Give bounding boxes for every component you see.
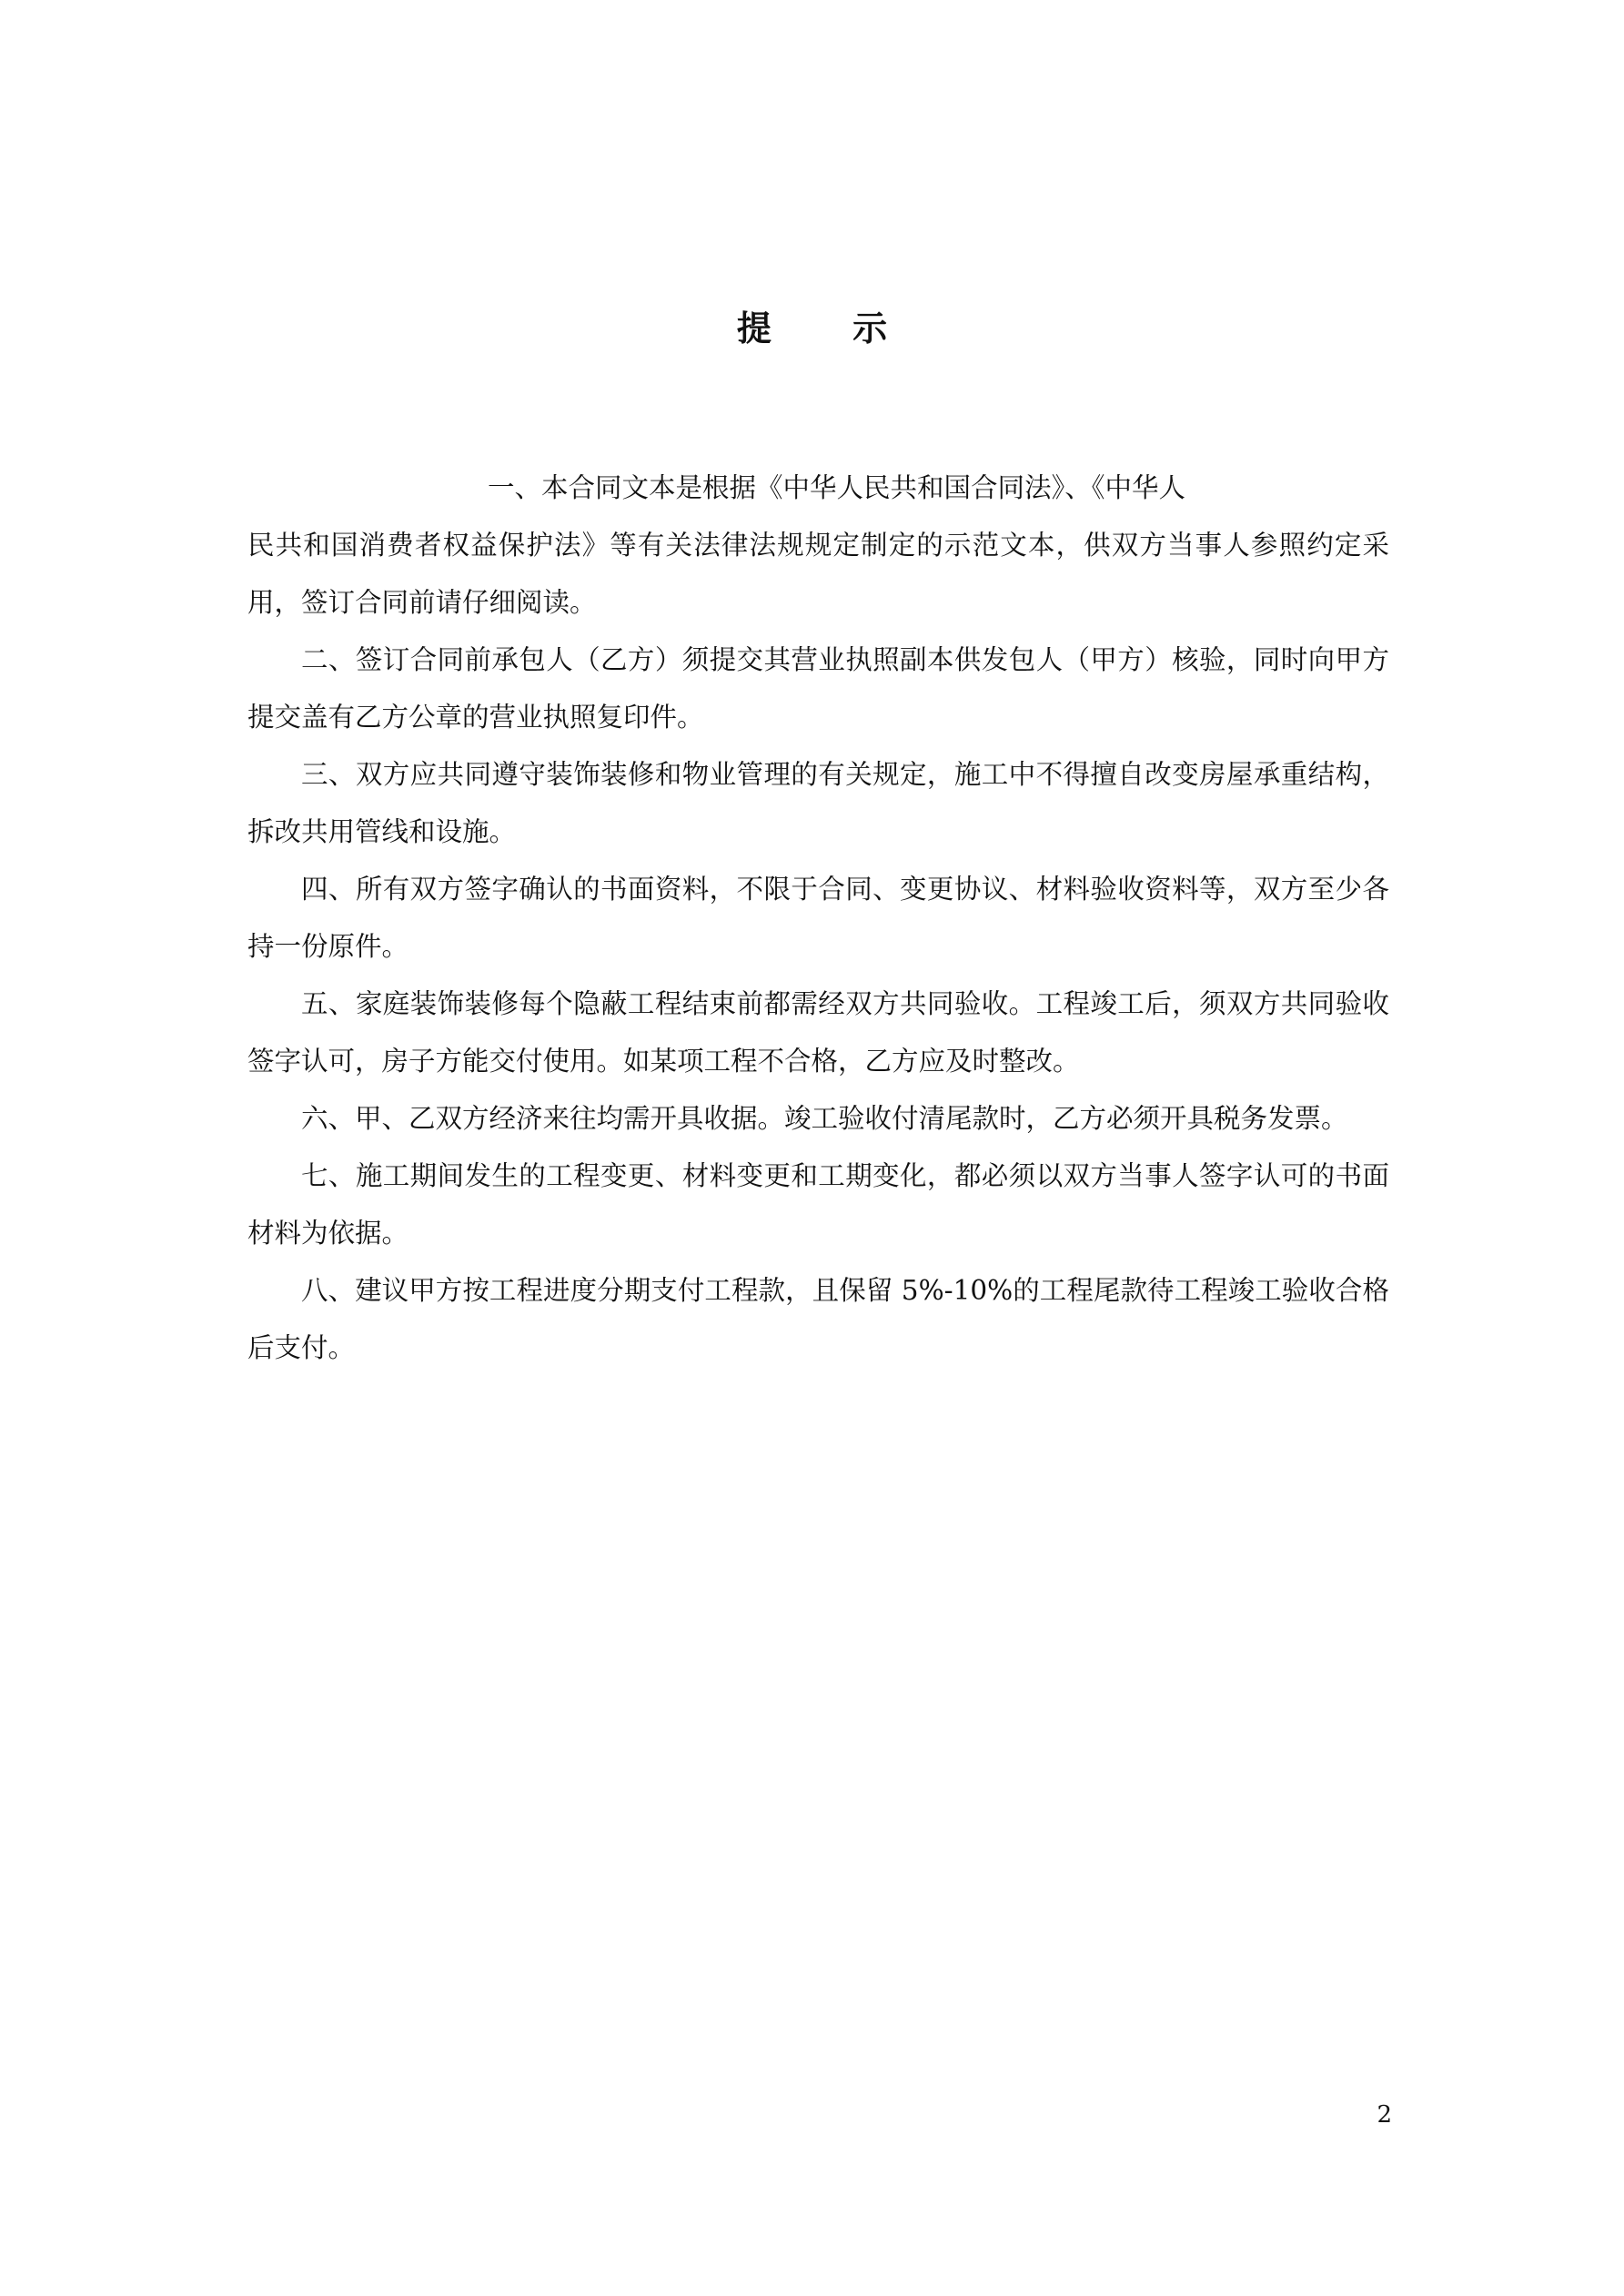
notice-item-6: 六、甲、乙双方经济来往均需开具收据。竣工验收付清尾款时，乙方必须开具税务发票。 <box>301 1103 1348 1134</box>
notice-item-5: 五、家庭装饰装修每个隐蔽工程结束前都需经双方共同验收。工程竣工后，须双方共同验收签字认可，房子方能交付使用。如某项工程不合格，乙方应及时整改。 <box>247 988 1389 1077</box>
notice-item-3: 三、双方应共同遵守装饰装修和物业管理的有关规定，施工中不得擅自改变房屋承重结构，拆改共用管线和设施。 <box>247 759 1389 847</box>
notice-item-1-first-line: 一、本合同文本是根据《中华人民共和国合同法》、《中华人 <box>487 472 1185 503</box>
notice-item-1-rest: 民共和国消费者权益保护法》等有关法律法规规定制定的示范文本，供双方当事人参照约定采用，签订合同前请仔细阅读。 <box>247 530 1389 618</box>
notice-body <box>247 460 1389 1377</box>
notice-item-8: 八、建议甲方按工程进度分期支付工程款，且保留 5%-10%的工程尾款待工程竣工验收合格后支付。 <box>247 1275 1389 1363</box>
page-number: 2 <box>1377 2101 1392 2129</box>
notice-item-7: 七、施工期间发生的工程变更、材料变更和工期变化，都必须以双方当事人签字认可的书面材料为依据。 <box>247 1160 1389 1249</box>
notice-item-4: 四、所有双方签字确认的书面资料，不限于合同、变更协议、材料验收资料等，双方至少各持一份原件。 <box>247 874 1389 962</box>
page-title: 提 示 <box>736 308 923 349</box>
notice-item-2: 二、签订合同前承包人（乙方）须提交其营业执照副本供发包人（甲方）核验，同时向甲方提交盖有乙方公章的营业执照复印件。 <box>247 644 1389 733</box>
notice-item-1 <box>247 460 1389 632</box>
